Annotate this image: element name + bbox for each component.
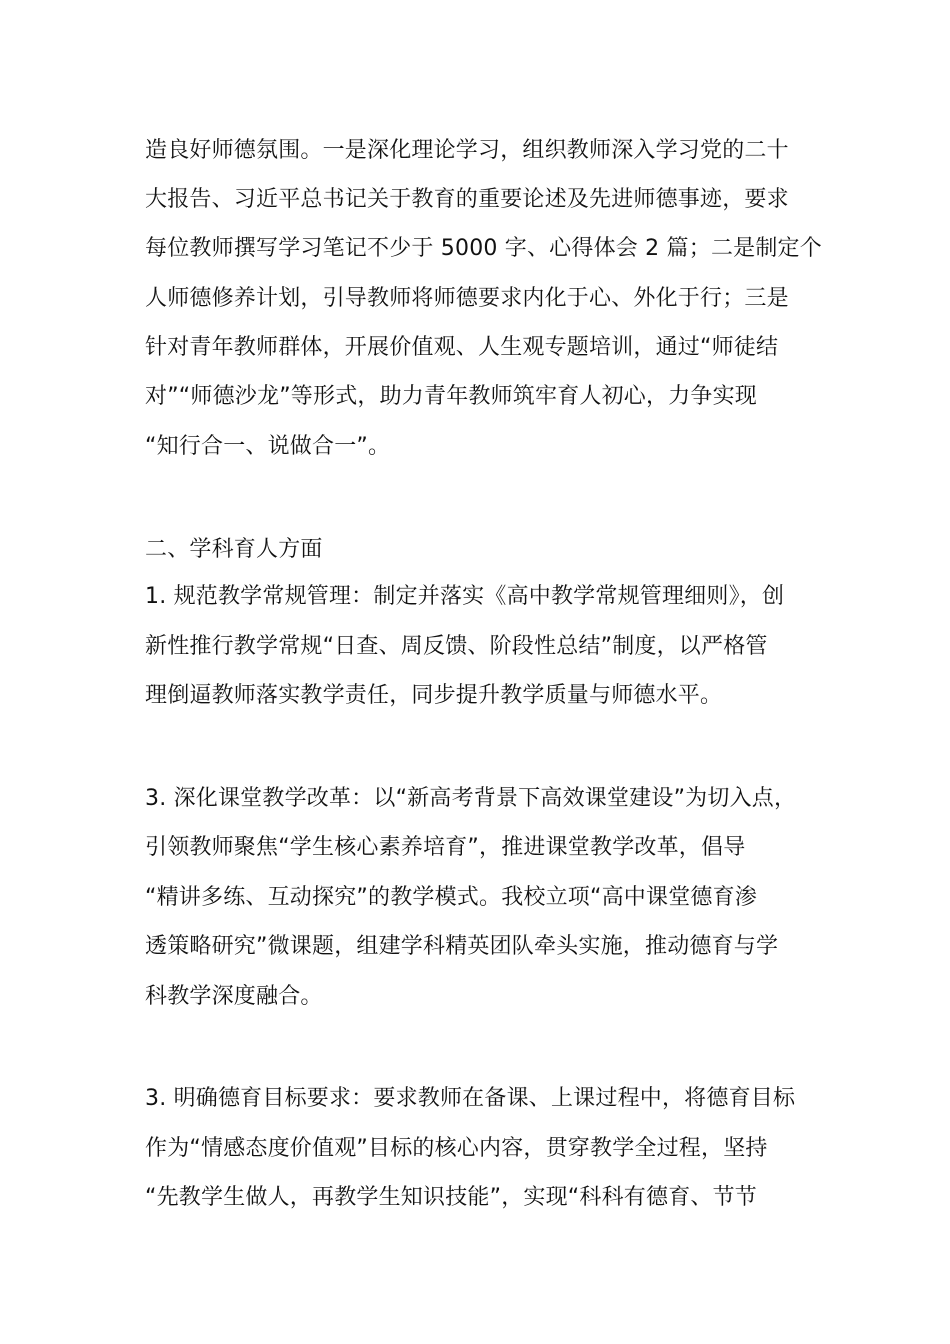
paragraph-1-line-5: 针对青年教师群体，开展价值观、人生观专题培训，通过“师徒结 xyxy=(145,335,779,360)
item-3-line-1: 3. 明确德育目标要求：要求教师在备课、上课过程中，将德育目标 xyxy=(145,1086,796,1111)
paragraph-1-line-2: 大报告、习近平总书记关于教育的重要论述及先进师德事迹，要求 xyxy=(145,187,789,212)
item-3-line-3: “先教学生做人，再教学生知识技能”，实现“科科有德育、节节 xyxy=(145,1185,757,1210)
paragraph-1-line-7: “知行合一、说做合一”。 xyxy=(145,434,391,459)
paragraph-1-line-6: 对”“师德沙龙”等形式，助力青年教师筑牢育人初心，力争实现 xyxy=(145,384,757,409)
item-1-line-2: 新性推行教学常规“日查、周反馈、阶段性总结”制度，以严格管 xyxy=(145,634,768,659)
section-heading: 二、学科育人方面 xyxy=(145,537,323,562)
item-3-line-2: 作为“情感态度价值观”目标的核心内容，贯穿教学全过程，坚持 xyxy=(145,1136,768,1161)
item-2-line-2: 引领教师聚焦“学生核心素养培育”，推进课堂教学改革，倡导 xyxy=(145,835,746,860)
item-2-line-4: 透策略研究”微课题，组建学科精英团队牵头实施，推动德育与学 xyxy=(145,934,779,959)
item-2-line-1: 3. 深化课堂教学改革：以“新高考背景下高效课堂建设”为切入点， xyxy=(145,786,797,811)
paragraph-1-line-4: 人师德修养计划，引导教师将师德要求内化于心、外化于行；三是 xyxy=(145,286,789,311)
paragraph-1-line-3: 每位教师撰写学习笔记不少于 5000 字、心得体会 2 篇；二是制定个 xyxy=(145,236,822,261)
item-2-line-5: 科教学深度融合。 xyxy=(145,984,323,1009)
item-2-line-3: “精讲多练、互动探究”的教学模式。我校立项“高中课堂德育渗 xyxy=(145,885,757,910)
paragraph-1-line-1: 造良好师德氛围。一是深化理论学习，组织教师深入学习党的二十 xyxy=(145,138,789,163)
item-1-line-3: 理倒逼教师落实教学责任，同步提升教学质量与师德水平。 xyxy=(145,683,723,708)
item-1-line-1: 1. 规范教学常规管理：制定并落实《高中教学常规管理细则》，创 xyxy=(145,584,785,609)
